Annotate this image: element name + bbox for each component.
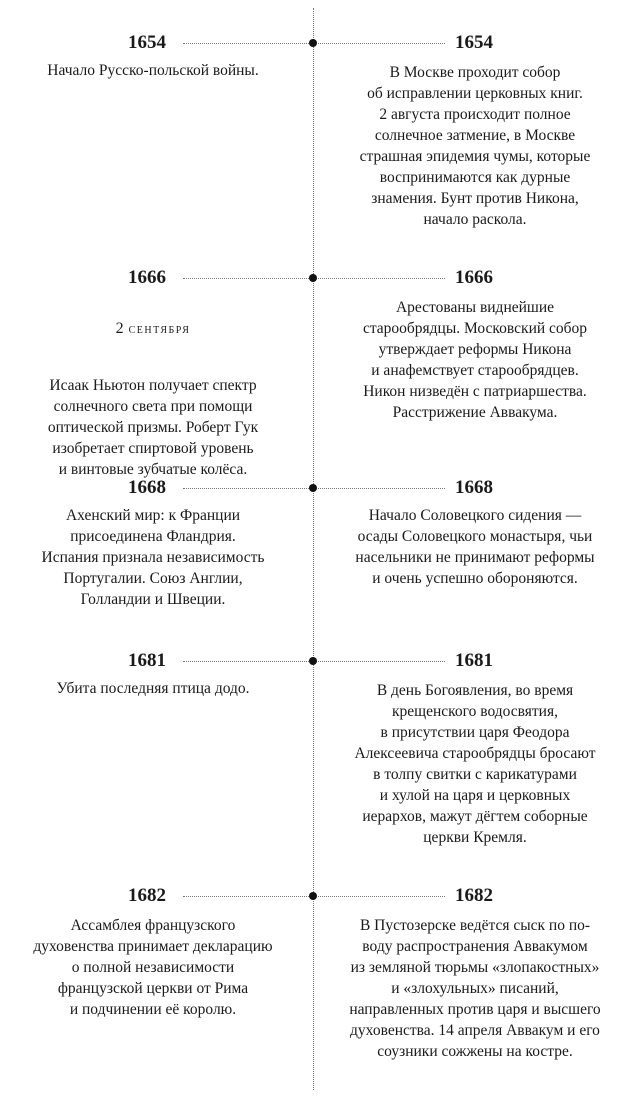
russia-event-text: В Москве проходит собор об исправлении церковных книг. 2 августа происходит полное солнечное затмение, в Москве страшная эпидемия чумы, которые воспринимаются как дурные знамения. Бунт против Никона, начало раскола. — [359, 64, 591, 228]
timeline-marker-dot — [309, 274, 317, 282]
timeline-entry-1681 — [0, 648, 630, 846]
dotted-leader-left — [183, 896, 309, 897]
timeline-entry-1666 — [0, 265, 630, 478]
russia-event-text: Арестованы виднейшие старообрядцы. Московский собор утверждает реформы Никона и анафемствует старообрядцев. Никон низведён с патриаршества. Расстрижение Аввакума. — [362, 299, 588, 421]
entry-header — [0, 648, 630, 674]
world-event-text: Начало Русско-польской войны. — [47, 62, 259, 79]
dotted-leader-right — [318, 43, 445, 44]
world-event-text: Ассамблея французского духовенства принимает декларацию о полной независимости французской церкви от Рима и подчинении её королю. — [33, 917, 273, 1018]
year-label-right: 1668 — [455, 477, 493, 498]
world-event-block — [10, 297, 296, 480]
year-label-right: 1682 — [455, 885, 493, 906]
timeline-entry-1682 — [0, 883, 630, 1060]
year-label-right: 1666 — [455, 267, 493, 288]
year-label-right: 1681 — [455, 650, 493, 671]
dotted-leader-left — [183, 43, 309, 44]
timeline-marker-dot — [309, 892, 317, 900]
timeline-entry-1654 — [0, 30, 630, 228]
world-event-text: Исаак Ньютон получает спектр солнечного света при помощи оптической призмы. Роберт Гук изобретает спиртовой уровень и винтовые зубчатые колёса. — [47, 377, 259, 478]
timeline-marker-dot — [309, 39, 317, 47]
event-date — [10, 318, 296, 340]
dotted-leader-right — [318, 661, 445, 662]
dotted-leader-left — [183, 488, 309, 489]
event-date-month: сентября — [128, 322, 191, 337]
year-label-right: 1654 — [455, 32, 493, 53]
dotted-leader-left — [183, 278, 309, 279]
timeline-axis — [313, 8, 314, 1090]
dotted-leader-right — [318, 896, 445, 897]
year-label-left: 1668 — [128, 477, 166, 498]
world-event-text: Убита последняя птица додо. — [56, 680, 250, 697]
timeline-entry-1668 — [0, 475, 630, 608]
year-label-left: 1654 — [128, 32, 166, 53]
russia-event-text: В Пустозерске ведётся сыск по по- воду распространения Аввакумом из земляной тюрьмы «злопакостных» и «злохульных» писаний, направленных против царя и высшего духовенства. 14 апреля Аввакум и его соузники сожжены на костре. — [349, 917, 601, 1060]
entry-header — [0, 883, 630, 909]
russia-event-text: В день Богоявления, во время крещенского водосвятия, в присутствии царя Феодора Алексеевича старообрядцы бросают в толпу свитки с карикатурами и хулой на царя и церковных иерархов, мажут дёгтем соборные церкви Кремля. — [354, 682, 596, 846]
year-label-left: 1666 — [128, 267, 166, 288]
timeline-marker-dot — [309, 484, 317, 492]
dotted-leader-right — [318, 488, 445, 489]
world-event-text: Ахенский мир: к Франции присоединена Фландрия. Испания признала независимость Португалии. Союз Англии, Голландии и Швеции. — [41, 507, 265, 608]
entry-header — [0, 30, 630, 56]
year-label-left: 1681 — [128, 650, 166, 671]
event-date-day: 2 — [115, 320, 124, 337]
entry-header — [0, 475, 630, 501]
timeline-marker-dot — [309, 657, 317, 665]
dotted-leader-left — [183, 661, 309, 662]
entry-header — [0, 265, 630, 291]
dotted-leader-right — [318, 278, 445, 279]
russia-event-text: Начало Соловецкого сидения — осады Соловецкого монастыря, чьи насельники не принимают реформы и очень успешно обороняются. — [355, 507, 595, 587]
year-label-left: 1682 — [128, 885, 166, 906]
